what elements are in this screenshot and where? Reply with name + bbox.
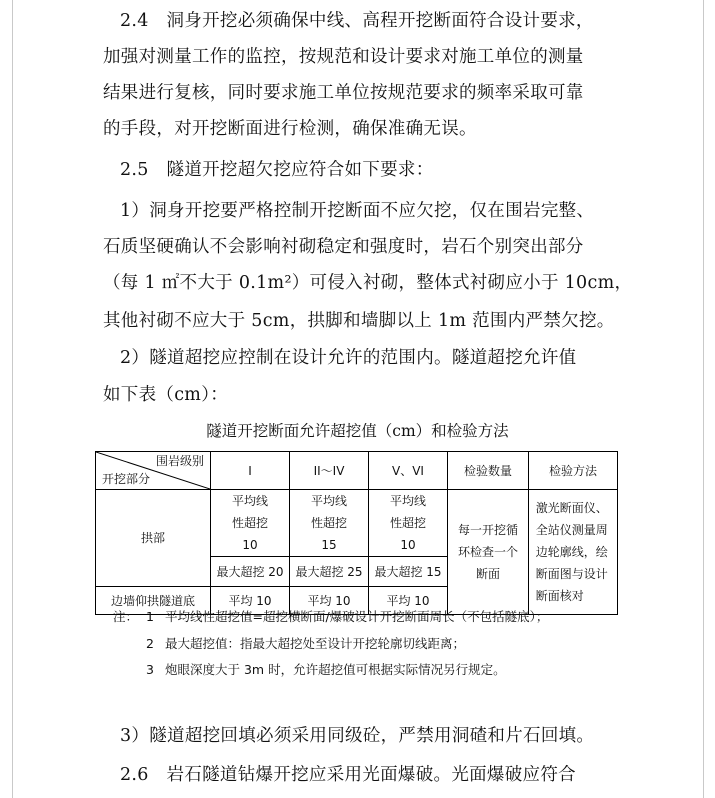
para-2-4-line-4: 的手段，对开挖断面进行检测，确保准确无误。 [103,119,477,139]
header-inspection-method: 检验方法 [529,452,618,490]
item-2-line-1: 2）隧道超挖应控制在设计允许的范围内。隧道超挖允许值 [120,348,577,368]
header-grade-i: I [211,452,290,490]
cell-arch-avg-grade-i: 平均线性超挖 10 [211,490,290,557]
cell-wall-grade-v-vi: 平均 10 [369,587,448,615]
item-1-line-4: 其他衬砌不应大于 5cm，拱脚和墙脚以上 1m 范围内严禁欠挖。 [103,311,615,331]
cell-arch-avg-grade-v-vi: 平均线性超挖 10 [369,490,448,557]
para-2-4-line-2: 加强对测量工作的监控，按规范和设计要求对施工单位的测量 [103,47,584,67]
table-header-row [96,452,618,490]
overbreak-table [95,451,618,615]
para-2-4-line-1: 2.4 洞身开挖必须确保中线、高程开挖断面符合设计要求， [120,11,594,31]
note-2-text: 最大超挖值：指最大超挖处至设计开挖轮廓切线距离； [165,636,466,651]
cell-arch-avg-grade-ii-iv: 平均线性超挖 15 [290,490,369,557]
para-2-5-heading: 2.5 隧道开挖超欠挖应符合如下要求： [120,160,434,180]
cell-arch-max-grade-v-vi: 最大超挖 15 [369,557,448,587]
note-2-number: 2 [146,636,154,651]
header-rock-grade-label: 围岩级别 [155,454,204,468]
table-row [96,490,618,557]
item-2-line-2: 如下表（cm）： [103,385,229,405]
row-wall-label: 边墙仰拱隧道底 [96,587,211,615]
cell-arch-max-grade-i: 最大超挖 20 [211,557,290,587]
cell-wall-grade-i: 平均 10 [211,587,290,615]
note-3-text: 炮眼深度大于 3m 时，允许超挖值可根据实际情况另行规定。 [165,662,506,677]
cell-arch-max-grade-ii-iv: 最大超挖 25 [290,557,369,587]
para-2-6-line-1: 2.6 岩石隧道钻爆开挖应采用光面爆破。光面爆破应符合 [120,765,576,785]
note-1-text: 平均线性超挖值=超挖横断面/爆破设计开挖断面周长（不包括隧底）； [165,609,549,624]
item-1-line-3: （每 1 ㎡不大于 0.1m²）可侵入衬砌，整体式衬砌应小于 10cm， [103,273,633,293]
header-diagonal-cell [96,452,211,490]
item-1-line-1: 1）洞身开挖要严格控制开挖断面不应欠挖，仅在围岩完整、 [120,201,595,221]
table-caption: 隧道开挖断面允许超挖值（cm）和检验方法 [206,422,509,440]
header-inspection-count: 检验数量 [448,452,529,490]
item-3-line-1: 3）隧道超挖回填必须采用同级砼，严禁用洞碴和片石回填。 [120,726,595,746]
header-excavation-part-label: 开挖部分 [102,472,151,486]
header-grade-ii-iv: II～IV [290,452,369,490]
note-1-number: 1 [146,609,154,624]
note-label: 注： [113,609,139,624]
para-2-4-line-3: 结果进行复核，同时要求施工单位按规范要求的频率采取可靠 [103,83,584,103]
item-1-line-2: 石质坚硬确认不会影响衬砌稳定和强度时，岩石个别突出部分 [103,237,584,257]
cell-inspection-method: 激光断面仪、全站仪测量周边轮廓线，绘断面图与设计断面核对 [529,490,618,615]
note-3-number: 3 [146,662,154,677]
header-grade-v-vi: V、VI [369,452,448,490]
cell-wall-grade-ii-iv: 平均 10 [290,587,369,615]
row-arch-label: 拱部 [96,490,211,587]
cell-inspection-count: 每一开挖循环检查一个断面 [448,490,529,615]
